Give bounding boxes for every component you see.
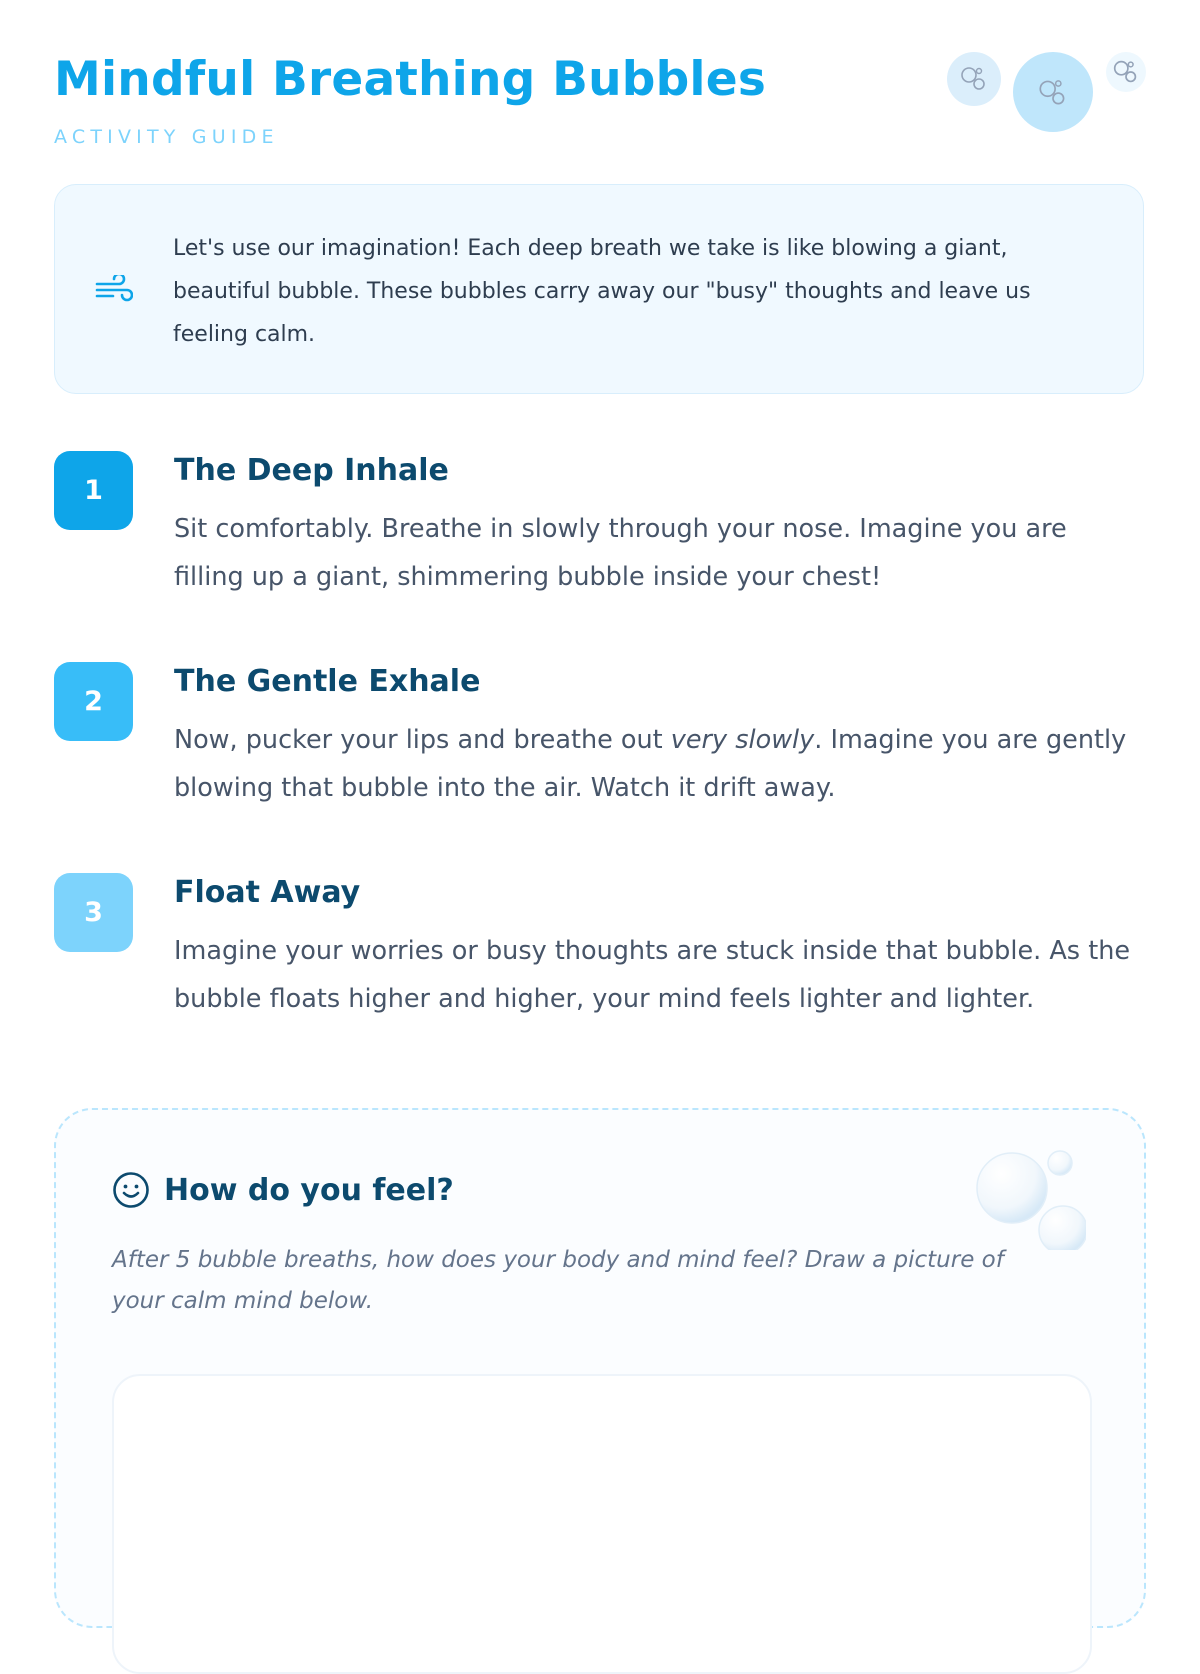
bubbles-icon (1013, 52, 1093, 132)
feel-section (54, 1108, 1146, 1628)
feel-title: How do you feel? (164, 1172, 454, 1208)
step-3 (54, 873, 1146, 1043)
activity-page (54, 0, 1146, 1600)
page-subtitle: ACTIVITY GUIDE (54, 126, 279, 148)
page-header (54, 52, 1146, 162)
step-title: Float Away (174, 875, 361, 910)
feel-heading (112, 1170, 454, 1210)
bubbles-icon (947, 52, 1001, 106)
wind-icon (95, 275, 133, 305)
step-description-end: . Imagine you are gently blowing that bubble into the air. Watch it drift away. (174, 725, 1127, 803)
step-number: 1 (54, 451, 133, 530)
step-title: The Deep Inhale (174, 453, 449, 488)
bubbles-icon (966, 1140, 1086, 1250)
feel-prompt: After 5 bubble breaths, how does your body and mind feel? Draw a picture of your calm mind below. (112, 1247, 1004, 1314)
step-description-start: Now, pucker your lips and breathe out (174, 725, 671, 755)
drawing-area[interactable] (112, 1374, 1092, 1674)
step-description-emphasis: very slowly (670, 725, 815, 755)
step-description: Sit comfortably. Breathe in slowly through your nose. Imagine you are filling up a giant, shimmering bubble inside your chest! (174, 514, 1067, 592)
bubbles-icon (1106, 52, 1146, 92)
intro-box (54, 184, 1144, 394)
step-2 (54, 662, 1146, 832)
step-number: 3 (54, 873, 133, 952)
step-1 (54, 451, 1146, 621)
smile-icon (112, 1171, 150, 1209)
step-description (174, 716, 1134, 812)
page-title: Mindful Breathing Bubbles (54, 52, 766, 107)
step-number: 2 (54, 662, 133, 741)
step-title: The Gentle Exhale (174, 664, 481, 699)
intro-text: Let's use our imagination! Each deep breath we take is like blowing a giant, beautiful bubble. These bubbles carry away our "busy" thoughts and leave us feeling calm. (173, 236, 1031, 347)
step-description: Imagine your worries or busy thoughts are stuck inside that bubble. As the bubble floats higher and higher, your mind feels lighter and lighter. (174, 936, 1131, 1014)
